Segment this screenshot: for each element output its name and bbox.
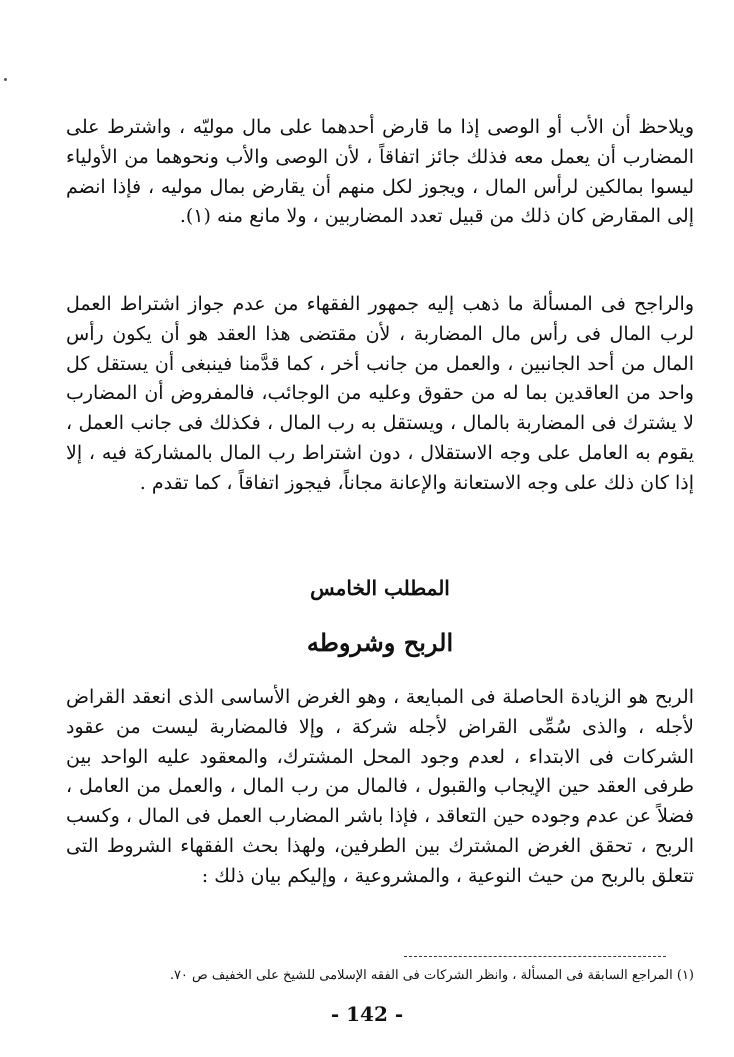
paragraph-preferred-opinion: والراجح فى المسألة ما ذهب إليه جمهور الفقهاء من عدم جواز اشتراط العمل لرب المال فى رأس مال المضاربة ، لأن مقتضى هذا العقد هو أن يكون رأس المال من أحد الجانبين ، والعمل من جانب أخر ، كما قدَّمنا فينبغى أن يستقل كل واحد من العاقدين بما له من حقوق وعليه من الوجائب، فالمفروض أن المضارب لا يشترك فى المضاربة بالمال ، ويستقل به رب المال ، فكذلك فى جانب العمل ، يقوم به العامل على وجه الاستقلال ، دون اشتراط رب المال بالمشاركة فيه ، إلا إذا كان ذلك على وجه الاستعانة والإعانة مجاناً، فيجوز اتفاقاً ، كما تقدم . [66,293,694,494]
footnote: (١) المراجع السابقة فى المسألة ، وانظر الشركات فى الفقه الإسلامى للشيخ على الخفيف ص ٧٠. [169,968,694,983]
section-title: المطلب الخامس [310,576,450,600]
footnote-separator [404,956,666,957]
paragraph-profit-definition: الربح هو الزيادة الحاصلة فى المبايعة ، وهو الغرض الأساسى الذى انعقد القراض لأجله ، والذى سُمِّى القراض لأجله شركة ، وإلا فالمضاربة ليست من عقود الشركات فى الابتداء ، لعدم وجود المحل المشترك، والمعقود عليه الواحد بين طرفى العقد حين الإيجاب والقبول ، فالمال من رب المال ، والعمل من العامل ، فضلاً عن عدم وجوده حين التعاقد ، فإذا باشر المضارب العمل فى المال ، وكسب الربح ، تحقق الغرض المشترك بين الطرفين، ولهذا بحث الفقهاء الشروط التى تتعلق بالربح من حيث النوعية ، والمشروعية ، وإليكم بيان ذلك : [66,686,694,887]
paragraph-guardian-partnership: ويلاحظ أن الأب أو الوصى إذا ما قارض أحدهما على مال موليّه ، واشترط على المضارب أن يعمل معه فذلك جائز اتفاقاً ، لأن الوصى والأب ونحوهما من الأولياء ليسوا بمالكين لرأس المال ، ويجوز لكل منهم أن يقارض بمال موليه ، فإذا انضم إلى المقارض كان ذلك من قبيل تعدد المضاربين ، ولا مانع منه (١). [66,116,694,228]
section-subtitle: الربح وشروطه [306,628,454,657]
margin-mark [4,78,7,81]
page-number: - 142 - [330,1002,404,1026]
